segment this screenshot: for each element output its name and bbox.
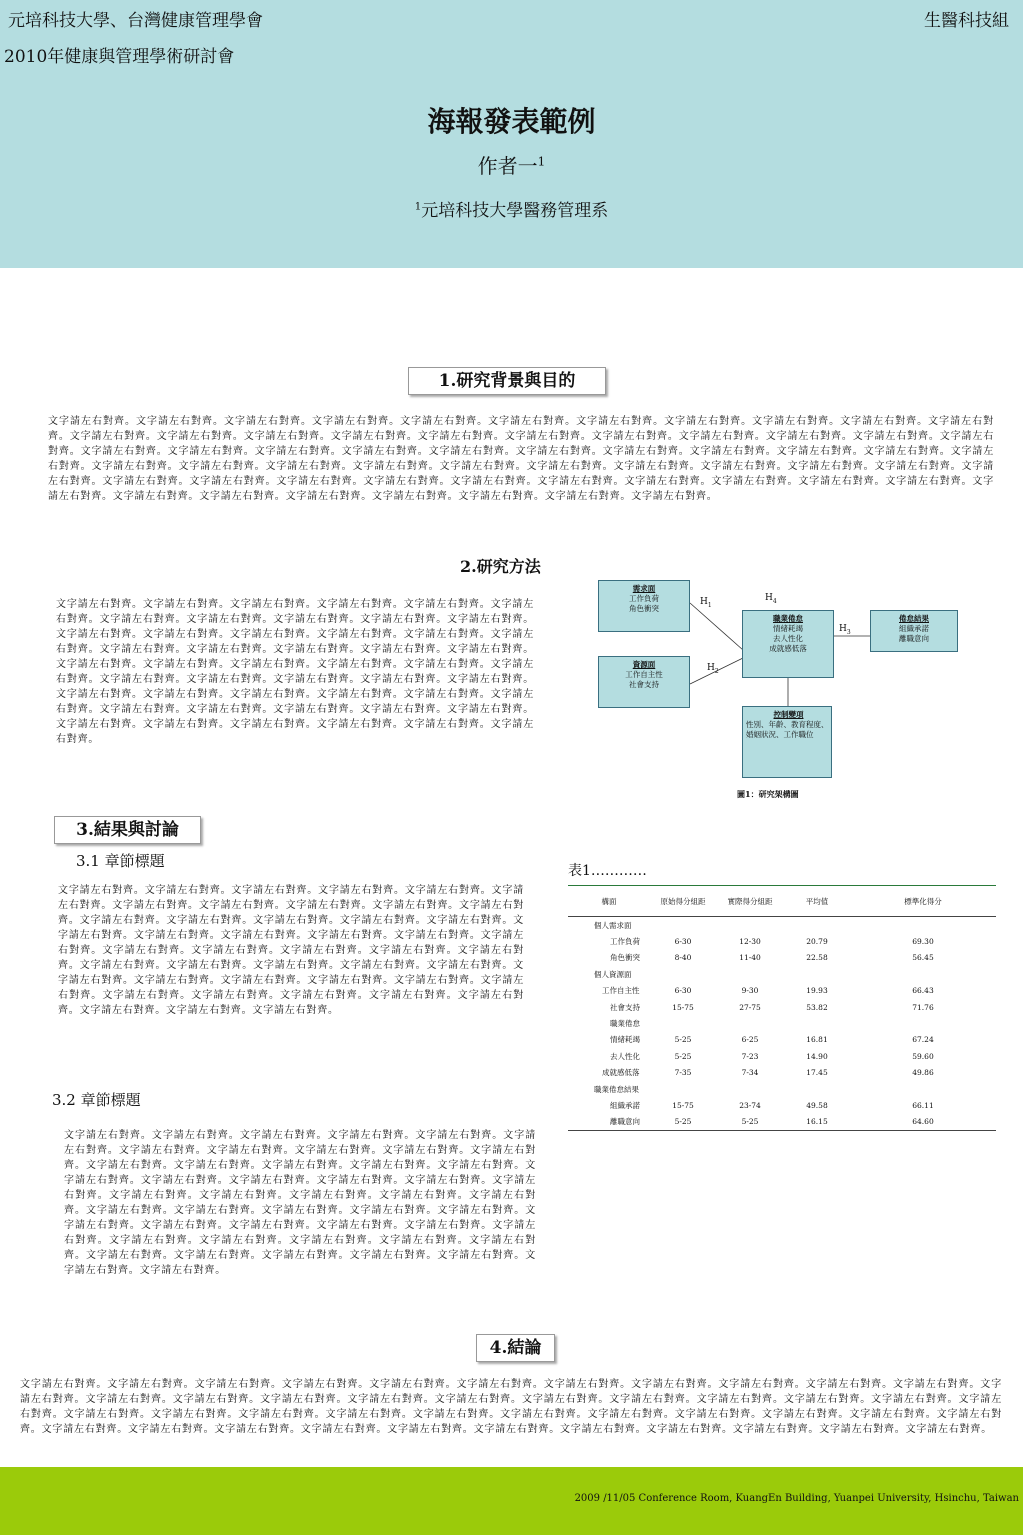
table-cell — [784, 1081, 850, 1097]
table-cell: 7-34 — [741, 1068, 759, 1078]
table-row — [568, 983, 996, 999]
table-header-row — [568, 886, 996, 917]
burnout-line-3: 成就感低落 — [769, 644, 807, 653]
resource-title: 資源面 — [632, 660, 656, 669]
label-h2 — [707, 663, 719, 675]
table-header-cell: 原始得分組距 — [650, 886, 716, 917]
footer-text: 2009 /11/05 Conference Room, KuangEn Building, Yuanpei University, Hsinchu, Taiwan — [574, 1493, 1019, 1504]
table-cell: 53.82 — [806, 1002, 828, 1012]
table-cell: 11-40 — [739, 953, 761, 963]
h2-letter: H — [707, 663, 715, 673]
author-sup: 1 — [537, 154, 546, 169]
outcome-line-2: 離職意向 — [899, 634, 929, 643]
figure-caption: 圖1：研究架構圖 — [737, 789, 799, 799]
table-row — [568, 917, 996, 934]
h4-sub: 4 — [772, 597, 777, 605]
table-cell: 5-25 — [674, 1051, 692, 1061]
author-name: 作者一 — [477, 154, 538, 178]
demand-line-2: 角色衝突 — [629, 604, 659, 613]
table-cell — [850, 917, 996, 934]
table-cell: 8-40 — [674, 953, 692, 963]
table-row — [568, 1081, 996, 1097]
outcome-title: 倦怠結果 — [899, 614, 929, 623]
table-cell: 71.76 — [912, 1002, 934, 1012]
table-cell: 14.90 — [806, 1051, 828, 1061]
table-cell — [716, 966, 784, 982]
table-cell — [716, 1015, 784, 1031]
results-table — [568, 886, 996, 1131]
section-4-heading: 4.結論 — [476, 1334, 555, 1362]
table-row — [568, 1015, 996, 1031]
table-cell — [650, 1081, 716, 1097]
resource-line-1: 工作自主性 — [625, 670, 663, 679]
section-3-2-paragraph: 文字請左右對齊。文字請左右對齊。文字請左右對齊。文字請左右對齊。文字請左右對齊。文字請左右對齊。文字請左右對齊。文字請左右對齊。文字請左右對齊。文字請左右對齊。文字請左右對齊。文字請左右對齊。文字請左右對齊。文字請左右對齊。文字請左右對齊。文字請左右對齊。文字請左右對齊。文字請左右對齊。文字請左右對齊。文字請左右對齊。文字請左右對齊。文字請左右對齊。文字請左右對齊。文字請左右對齊。文字請左右對齊。文字請左右對齊。文字請左右對齊。文字請左右對齊。文字請左右對齊。文字請左右對齊。文字請左右對齊。文字請左右對齊。文字請左右對齊。文字請左右對齊。文字請左右對齊。文字請左右對齊。文字請左右對齊。文字請左右對齊。文字請左右對齊。文字請左右對齊。文字請左右對齊。文字請左右對齊。文字請左右對齊。文字請左右對齊。文字請左右對齊。文字請左右對齊。文字請左右對齊。文字請左右對齊。文字請左右對齊。文字請左右對齊。 — [64, 1130, 536, 1276]
table-cell: 成就感低落 — [602, 1068, 640, 1078]
table-cell: 離職意向 — [568, 1114, 650, 1131]
table-cell: 16.15 — [784, 1114, 850, 1131]
outcome-line-1: 組織承諾 — [899, 624, 929, 633]
h1-sub: 1 — [707, 601, 712, 609]
section-1-paragraph: 文字請左右對齊。文字請左右對齊。文字請左右對齊。文字請左右對齊。文字請左右對齊。文字請左右對齊。文字請左右對齊。文字請左右對齊。文字請左右對齊。文字請左右對齊。文字請左右對齊。文字請左右對齊。文字請左右對齊。文字請左右對齊。文字請左右對齊。文字請左右對齊。文字請左右對齊。文字請左右對齊。文字請左右對齊。文字請左右對齊。文字請左右對齊。文字請左右對齊。文字請左右對齊。文字請左右對齊。文字請左右對齊。文字請左右對齊。文字請左右對齊。文字請左右對齊。文字請左右對齊。文字請左右對齊。文字請左右對齊。文字請左右對齊。文字請左右對齊。文字請左右對齊。文字請左右對齊。文字請左右對齊。文字請左右對齊。文字請左右對齊。文字請左右對齊。文字請左右對齊。文字請左右對齊。文字請左右對齊。文字請左右對齊。文字請左右對齊。文字請左右對齊。文字請左右對齊。文字請左右對齊。文字請左右對齊。文字請左右對齊。文字請左右對齊。文字請左右對齊。文字請左右對齊。文字請左右對齊。文字請左右對齊。文字請左右對齊。文字請左右對齊。文字請左右對齊。文字請左右對齊。文字請左右對齊。文字請左右對齊。文字請左右對齊。文字請左右對齊。 — [48, 416, 994, 502]
subsection-3-1: 3.1 章節標題 — [76, 852, 165, 870]
author-line — [0, 150, 1023, 179]
table-cell — [650, 1015, 716, 1031]
label-h3 — [839, 624, 851, 636]
table-cell: 職業倦怠 — [610, 1019, 640, 1029]
table-cell: 67.24 — [912, 1035, 934, 1045]
table-cell: 15-75 — [672, 1002, 694, 1012]
demand-title: 需求面 — [632, 584, 656, 593]
affil-sup: 1 — [414, 201, 422, 213]
table-header-cell: 構面 — [568, 886, 650, 917]
table-row — [568, 950, 996, 966]
table-cell: 個人需求面 — [594, 920, 632, 930]
table-cell: 12-30 — [739, 937, 761, 947]
outcome-box — [870, 610, 958, 652]
table-cell — [650, 917, 716, 934]
table-cell: 23-74 — [739, 1100, 761, 1110]
table-cell: 5-25 — [716, 1114, 784, 1131]
table-row — [568, 999, 996, 1015]
table-cell: 49.86 — [912, 1068, 934, 1078]
control-line-1: 性別、年齡、教育程度、婚姻狀況、工作職位 — [746, 720, 829, 739]
table-cell: 工作負荷 — [610, 937, 640, 947]
table-row — [568, 966, 996, 982]
h2-sub: 2 — [714, 667, 719, 675]
table-row — [568, 933, 996, 949]
resource-line-2: 社會支持 — [629, 680, 659, 689]
h3-sub: 3 — [846, 628, 851, 636]
table-cell: 社會支持 — [610, 1002, 640, 1012]
table-row — [568, 1048, 996, 1064]
table-row — [568, 1065, 996, 1081]
h4-letter: H — [765, 593, 773, 603]
burnout-box — [742, 610, 834, 678]
table-cell: 69.30 — [912, 937, 934, 947]
table-row — [568, 1097, 996, 1113]
table-cell — [850, 1081, 996, 1097]
table-cell: 個人資源面 — [594, 969, 632, 979]
table-cell — [716, 1081, 784, 1097]
poster-title: 海報發表範例 — [427, 105, 596, 138]
burnout-line-2: 去人性化 — [773, 634, 803, 643]
table-row — [568, 1032, 996, 1048]
table-cell — [650, 966, 716, 982]
table-cell: 49.58 — [806, 1100, 828, 1110]
table-cell: 17.45 — [806, 1068, 828, 1078]
table-cell — [784, 917, 850, 934]
table-cell: 27-75 — [739, 1002, 761, 1012]
label-h4 — [765, 593, 777, 605]
table-body — [568, 917, 996, 1131]
table-cell: 66.43 — [912, 986, 934, 996]
table-cell: 22.58 — [806, 953, 828, 963]
demand-line-1: 工作負荷 — [629, 594, 659, 603]
table-cell: 15-75 — [672, 1100, 694, 1110]
table-cell: 組織承諾 — [610, 1100, 640, 1110]
demand-box — [598, 580, 690, 632]
table-cell: 20.79 — [806, 937, 828, 947]
table-cell: 5-25 — [674, 1035, 692, 1045]
table-cell — [784, 1015, 850, 1031]
table-cell: 職業倦怠結果 — [594, 1084, 639, 1094]
section-2-paragraph: 文字請左右對齊。文字請左右對齊。文字請左右對齊。文字請左右對齊。文字請左右對齊。文字請左右對齊。文字請左右對齊。文字請左右對齊。文字請左右對齊。文字請左右對齊。文字請左右對齊。文字請左右對齊。文字請左右對齊。文字請左右對齊。文字請左右對齊。文字請左右對齊。文字請左右對齊。文字請左右對齊。文字請左右對齊。文字請左右對齊。文字請左右對齊。文字請左右對齊。文字請左右對齊。文字請左右對齊。文字請左右對齊。文字請左右對齊。文字請左右對齊。文字請左右對齊。文字請左右對齊。文字請左右對齊。文字請左右對齊。文字請左右對齊。文字請左右對齊。文字請左右對齊。文字請左右對齊。文字請左右對齊。文字請左右對齊。文字請左右對齊。文字請左右對齊。文字請左右對齊。文字請左右對齊。文字請左右對齊。文字請左右對齊。文字請左右對齊。文字請左右對齊。文字請左右對齊。文字請左右對齊。文字請左右對齊。文字請左右對齊。文字請左右對齊。 — [56, 599, 534, 745]
table-cell: 19.93 — [806, 986, 828, 996]
resource-box — [598, 656, 690, 708]
table-cell: 6-25 — [741, 1035, 759, 1045]
table-caption: 表1………… — [568, 863, 647, 879]
section-4-paragraph: 文字請左右對齊。文字請左右對齊。文字請左右對齊。文字請左右對齊。文字請左右對齊。文字請左右對齊。文字請左右對齊。文字請左右對齊。文字請左右對齊。文字請左右對齊。文字請左右對齊。文字請左右對齊。文字請左右對齊。文字請左右對齊。文字請左右對齊。文字請左右對齊。文字請左右對齊。文字請左右對齊。文字請左右對齊。文字請左右對齊。文字請左右對齊。文字請左右對齊。文字請左右對齊。文字請左右對齊。文字請左右對齊。文字請左右對齊。文字請左右對齊。文字請左右對齊。文字請左右對齊。文字請左右對齊。文字請左右對齊。文字請左右對齊。文字請左右對齊。文字請左右對齊。文字請左右對齊。文字請左右對齊。文字請左右對齊。文字請左右對齊。文字請左右對齊。文字請左右對齊。文字請左右對齊。文字請左右對齊。文字請左右對齊。文字請左右對齊。文字請左右對齊。 — [20, 1379, 1002, 1435]
arrow-h1 — [690, 603, 743, 650]
table-cell — [850, 966, 996, 982]
table-cell: 7-23 — [741, 1051, 759, 1061]
burnout-line-1: 情緒耗竭 — [773, 624, 803, 633]
affiliation: 元培科技大學醫務管理系 — [421, 201, 609, 221]
table-cell: 去人性化 — [610, 1051, 640, 1061]
label-h1 — [700, 597, 712, 609]
table-cell — [784, 966, 850, 982]
section-3-1-paragraph: 文字請左右對齊。文字請左右對齊。文字請左右對齊。文字請左右對齊。文字請左右對齊。文字請左右對齊。文字請左右對齊。文字請左右對齊。文字請左右對齊。文字請左右對齊。文字請左右對齊。文字請左右對齊。文字請左右對齊。文字請左右對齊。文字請左右對齊。文字請左右對齊。文字請左右對齊。文字請左右對齊。文字請左右對齊。文字請左右對齊。文字請左右對齊。文字請左右對齊。文字請左右對齊。文字請左右對齊。文字請左右對齊。文字請左右對齊。文字請左右對齊。文字請左右對齊。文字請左右對齊。文字請左右對齊。文字請左右對齊。文字請左右對齊。文字請左右對齊。文字請左右對齊。文字請左右對齊。文字請左右對齊。文字請左右對齊。文字請左右對齊。文字請左右對齊。文字請左右對齊。文字請左右對齊。文字請左右對齊。文字請左右對齊。文字請左右對齊。文字請左右對齊。文字請左右對齊。 — [58, 885, 524, 1016]
affiliation-line — [0, 196, 1023, 221]
control-title: 控制變項 — [773, 710, 804, 719]
section-2-heading: 2.研究方法 — [460, 557, 541, 576]
table-cell: 7-35 — [674, 1068, 692, 1078]
table-cell: 66.11 — [912, 1100, 934, 1110]
section-1-heading: 1.研究背景與目的 — [408, 367, 606, 395]
table-cell: 6-30 — [674, 986, 692, 996]
group-text: 生醫科技組 — [924, 11, 1009, 31]
burnout-title: 職業倦怠 — [773, 614, 803, 623]
table-cell: 64.60 — [850, 1114, 996, 1131]
table-cell: 工作自主性 — [602, 986, 640, 996]
organizer-text: 元培科技大學、台灣健康管理學會 — [8, 11, 263, 31]
table-header-cell: 實際得分組距 — [716, 886, 784, 917]
h3-letter: H — [839, 624, 847, 634]
table-cell: 16.81 — [806, 1035, 828, 1045]
table-cell: 59.60 — [912, 1051, 934, 1061]
table-cell: 角色衝突 — [610, 953, 640, 963]
table-cell: 情緒耗竭 — [610, 1035, 640, 1045]
table-row — [568, 1114, 996, 1131]
table-cell: 56.45 — [912, 953, 934, 963]
table-header-cell: 平均值 — [784, 886, 850, 917]
subsection-3-2: 3.2 章節標題 — [52, 1091, 141, 1109]
table-cell: 6-30 — [674, 937, 692, 947]
table-cell — [716, 917, 784, 934]
section-3-heading: 3.結果與討論 — [54, 816, 201, 844]
conference-title: 2010年健康與管理學術研討會 — [4, 47, 235, 67]
table-cell: 5-25 — [650, 1114, 716, 1131]
table-header-cell: 標準化得分 — [850, 886, 996, 917]
h1-letter: H — [700, 597, 708, 607]
table-cell — [850, 1015, 996, 1031]
control-box — [742, 706, 832, 778]
table-cell: 9-30 — [741, 986, 759, 996]
